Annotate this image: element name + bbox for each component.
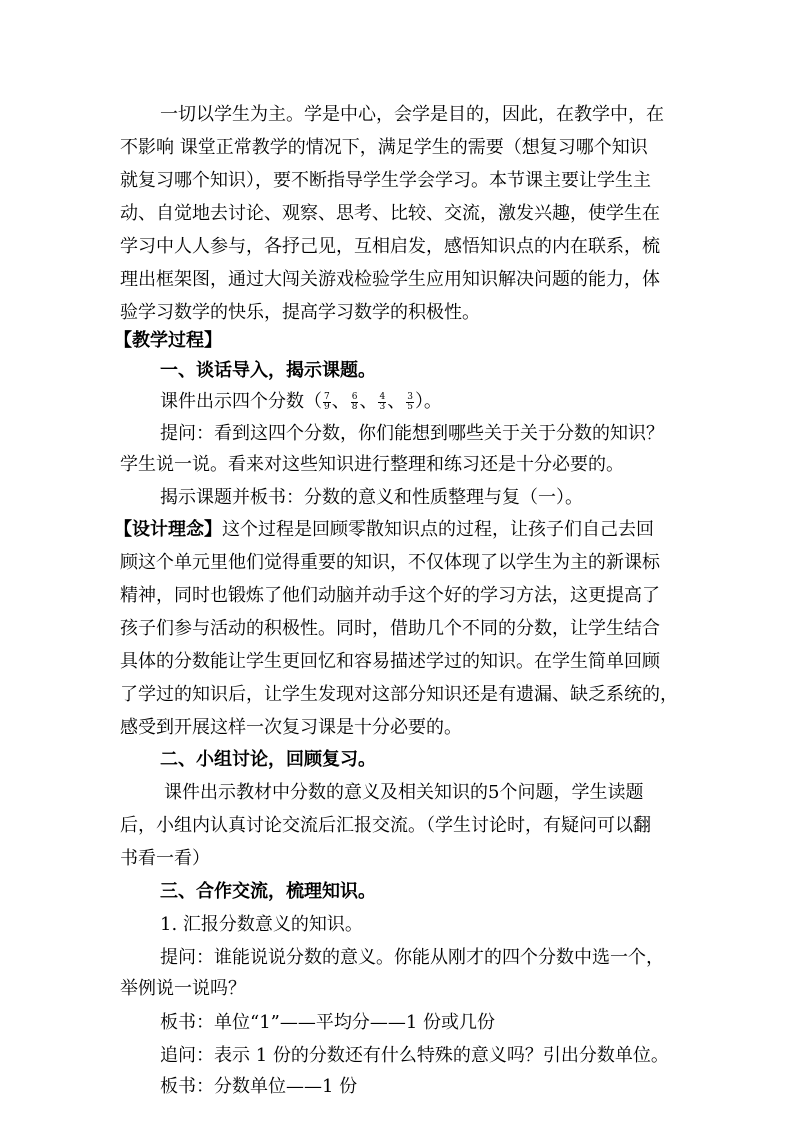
- step3-line-5: 追问：表示 1 份的分数还有什么特殊的意义吗？引出分数单位。: [160, 1045, 669, 1066]
- design-line-4: 孩子们参与活动的积极性。同时，借助几个不同的分数，让学生结合: [120, 618, 660, 639]
- intro-line-4: 动、自觉地去讨论、观察、思考、比较、交流，激发兴趣，使学生在: [120, 203, 660, 224]
- step1-fraction-line: 课件出示四个分数（ $\frac{7}{9}$ 、 $\frac{6}{8}$ 、 $\frac{4}{3}$ 、 $\frac{3}{5}$ ）。: [160, 391, 442, 412]
- step1-board: 揭示课题并板书：分数的意义和性质整理与复（一）。: [160, 487, 583, 508]
- design-line-6: 了学过的知识后，让学生发现对这部分知识还是有遗漏、缺乏系统的，: [120, 684, 678, 705]
- design-label: 【设计理念】: [114, 519, 222, 540]
- fraction-2: $\frac{6}{8}$: [351, 391, 358, 412]
- fraction-4: $\frac{3}{5}$: [407, 391, 413, 412]
- intro-line-6: 理出框架图，通过大闯关游戏检验学生应用知识解决问题的能力，体: [120, 269, 660, 290]
- section-heading: 【教学过程】: [114, 330, 222, 351]
- design-line-1: 【设计理念】这个过程是回顾零散知识点的过程，让孩子们自己去回: [114, 519, 654, 540]
- step1-question-2: 学生说一说。看来对这些知识进行整理和练习还是十分必要的。: [120, 454, 624, 475]
- fraction-line-prefix: 课件出示四个分数（: [160, 391, 322, 412]
- intro-line-2: 不影响 课堂正常教学的情况下，满足学生的需要（想复习哪个知识: [120, 137, 648, 158]
- step3-line-6: 板书：分数单位——1 份: [160, 1076, 358, 1097]
- step2-line-1: 课件出示教材中分数的意义及相关知识的5个问题，学生读题: [164, 782, 644, 803]
- step2-heading: 二、小组讨论，回顾复习。: [160, 749, 376, 770]
- step3-line-1: 1. 汇报分数意义的知识。: [160, 914, 363, 935]
- intro-line-3: 就复习哪个知识），要不断指导学生学会学习。本节课主要让学生主: [120, 170, 651, 191]
- step3-heading: 三、合作交流，梳理知识。: [160, 881, 376, 902]
- intro-line-5: 学习中人人参与，各抒己见，互相启发，感悟知识点的内在联系，梳: [120, 236, 660, 257]
- step3-line-3: 举例说一说吗？: [120, 978, 246, 999]
- design-line-7: 感受到开展这样一次复习课是十分必要的。: [120, 717, 462, 738]
- fraction-line-suffix: ）。: [414, 391, 442, 412]
- design-line-2: 顾这个单元里他们觉得重要的知识，不仅体现了以学生为主的新课标: [120, 552, 660, 573]
- fraction-3: $\frac{4}{3}$: [379, 391, 386, 412]
- intro-line-1: 一切以学生为主。学是中心，会学是目的，因此，在教学中，在: [160, 104, 664, 125]
- design-line-3: 精神，同时也锻炼了他们动脑并动手这个好的学习方法，这更提高了: [120, 585, 660, 606]
- design-line-5: 具体的分数能让学生更回忆和容易描述学过的知识。在学生简单回顾: [120, 651, 660, 672]
- step3-line-4: 板书：单位“1”——平均分——1 份或几份: [160, 1012, 496, 1033]
- fraction-1: $\frac{7}{9}$: [324, 391, 330, 412]
- step2-line-3: 书看一看）: [120, 848, 210, 869]
- step3-line-2: 提问：谁能说说分数的意义。你能从刚才的四个分数中选一个，: [160, 947, 664, 968]
- step1-question-1: 提问：看到这四个分数，你们能想到哪些关于关于分数的知识？: [160, 423, 664, 444]
- step1-heading: 一、谈话导入，揭示课题。: [160, 360, 376, 381]
- step2-line-2: 后，小组内认真讨论交流后汇报交流。（学生讨论时，有疑问可以翻: [120, 815, 651, 836]
- intro-line-7: 验学习数学的快乐，提高学习数学的积极性。: [120, 302, 480, 323]
